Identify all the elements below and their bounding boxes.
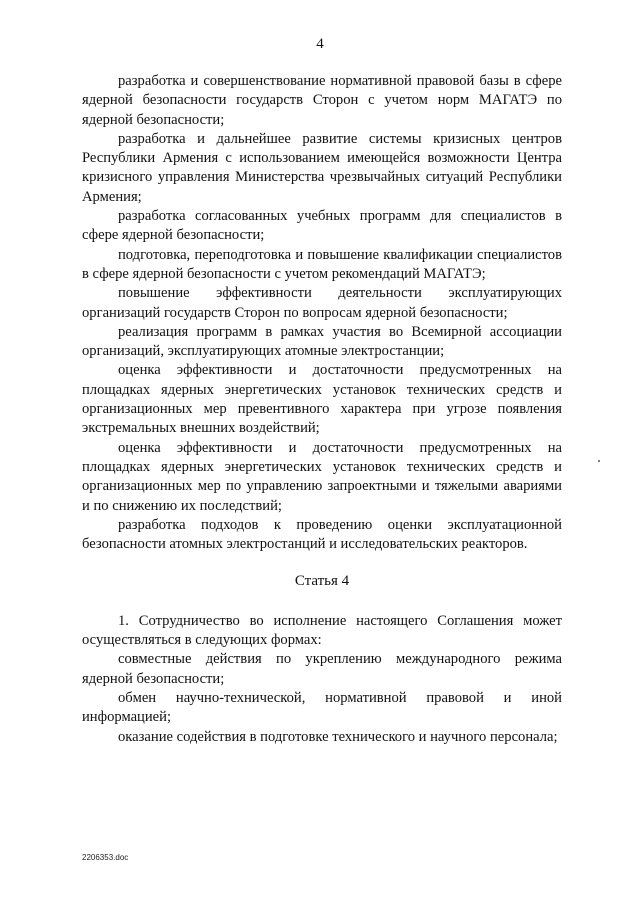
document-body [82, 72, 562, 747]
paragraph: реализация программ в рамках участия во Всемирной ассоциации организаций, эксплуатирующих атомные электростанции; [82, 323, 562, 360]
article-heading: Статья 4 [294, 573, 350, 590]
paragraph: оказание содействия в подготовке технического и научного персонала; [118, 728, 558, 745]
paragraph: обмен научно-технической, нормативной правовой и иной информацией; [82, 689, 562, 726]
paragraph: совместные действия по укреплению международного режима ядерной безопасности; [82, 651, 562, 687]
paragraph: разработка и совершенствование нормативной правовой базы в сфере ядерной безопасности государств Сторон с учетом норм МАГАТЭ по ядерной безопасности; [82, 73, 562, 128]
footer-filename: 2206353.doc [82, 853, 129, 862]
paragraph: 1. Сотрудничество во исполнение настоящего Соглашения может осуществляться в следующих формах: [82, 612, 562, 649]
paragraph: оценка эффективности и достаточности предусмотренных на площадках ядерных энергетических установок технических средств и организационных мер по управлению запроектными и тяжелыми авариями и по снижению их последствий; [82, 439, 562, 514]
paragraph: разработка подходов к проведению оценки эксплуатационной безопасности атомных электростанций и исследовательских реакторов. [82, 516, 562, 553]
page-number: 4 [316, 36, 324, 52]
scan-speck [598, 460, 600, 462]
paragraph: подготовка, переподготовка и повышение квалификации специалистов в сфере ядерной безопасности с учетом рекомендаций МАГАТЭ; [82, 246, 562, 282]
paragraph: разработка и дальнейшее развитие системы кризисных центров Республики Армения с использованием имеющейся возможности Центра кризисного управления Министерства чрезвычайных ситуаций Республики Армения; [82, 130, 562, 205]
paragraph: оценка эффективности и достаточности предусмотренных на площадках ядерных энергетических установок технических средств и организационных мер превентивного характера при угрозе появления экстремальных внешних воздействий; [82, 362, 562, 437]
paragraph: повышение эффективности деятельности эксплуатирующих организаций государств Сторон по вопросам ядерной безопасности; [82, 285, 562, 321]
paragraph: разработка согласованных учебных программ для специалистов в сфере ядерной безопасности; [82, 208, 562, 244]
